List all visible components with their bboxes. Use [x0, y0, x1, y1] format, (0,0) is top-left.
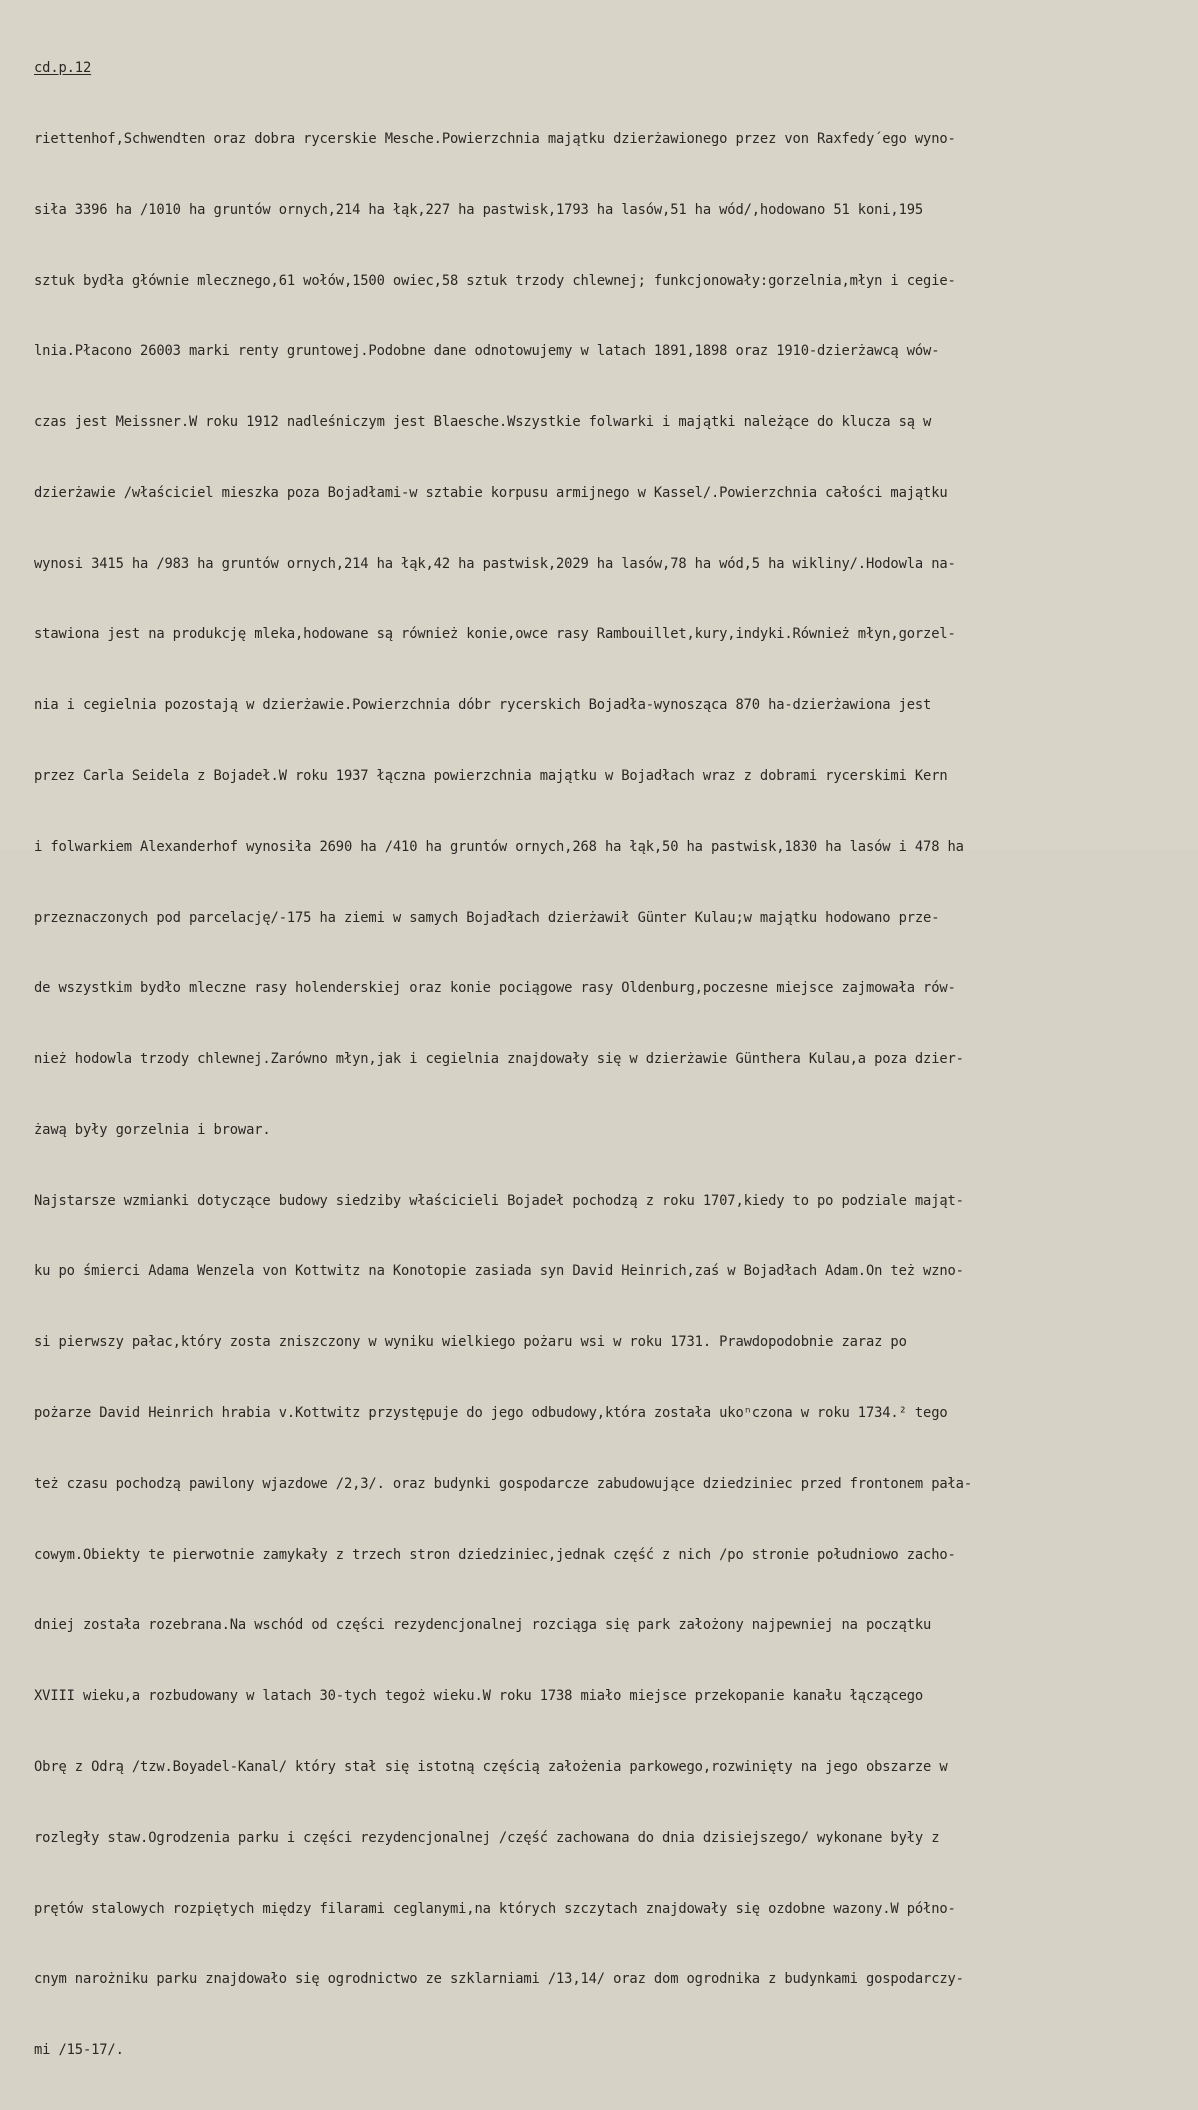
text-line: rozległy staw.Ogrodzenia parku i części rezydencjonalnej /część zachowana do dnia dzisiejszego/ wykonane były z [34, 1829, 940, 1846]
text-line: dniej została rozebrana.Na wschód od części rezydencjonalnej rozciąga się park założony najpewniej na początku [34, 1617, 932, 1634]
text-line: prętów stalowych rozpiętych między filarami ceglanymi,na których szczytach znajdowały się ozdobne wazony.W półno- [34, 1900, 956, 1917]
text-line: nież hodowla trzody chlewnej.Zarówno młyn,jak i cegielnia znajdowały się w dzierżawie Günthera Kulau,a poza dzier- [34, 1051, 964, 1068]
typed-text-block [34, 10, 1194, 2110]
text-line: de wszystkim bydło mleczne rasy holenderskiej oraz konie pociągowe rasy Oldenburg,poczesne miejsce zajmowała rów- [34, 980, 956, 997]
text-line: i folwarkiem Alexanderhof wynosiła 2690 ha /410 ha gruntów ornych,268 ha łąk,50 ha pastwisk,1830 ha lasów i 478 ha [34, 838, 964, 855]
text-line: cowym.Obiekty te pierwotnie zamykały z trzech stron dziedziniec,jednak część z nich /po stronie południowo zacho- [34, 1546, 956, 1563]
text-line: wynosi 3415 ha /983 ha gruntów ornych,214 ha łąk,42 ha pastwisk,2029 ha lasów,78 ha wód,5 ha wikliny/.Hodowla na- [34, 555, 956, 572]
text-line: Obrę z Odrą /tzw.Boyadel-Kanal/ który stał się istotną częścią założenia parkowego,rozwinięty na jego obszarze w [34, 1758, 948, 1775]
text-line: przeznaczonych pod parcelację/-175 ha ziemi w samych Bojadłach dzierżawił Günter Kulau;w majątku hodowano prze- [34, 909, 940, 926]
page-header: cd.p.12 [34, 60, 92, 77]
text-line: mi /15-17/. [34, 2042, 124, 2059]
text-line: też czasu pochodzą pawilony wjazdowe /2,3/. oraz budynki gospodarcze zabudowujące dziedziniec przed frontonem pała- [34, 1475, 972, 1492]
text-line: pożarze David Heinrich hrabia v.Kottwitz przystępuje do jego odbudowy,która została ukoⁿczona w roku 1734.² tego [34, 1405, 948, 1422]
text-line: przez Carla Seidela z Bojadeł.W roku 1937 łączna powierzchnia majątku w Bojadłach wraz z dobrami rycerskimi Kern [34, 768, 948, 784]
text-line: sztuk bydła głównie mlecznego,61 wołów,1500 owiec,58 sztuk trzody chlewnej; funkcjonowały:gorzelnia,młyn i cegie- [34, 272, 956, 289]
text-line: XVIII wieku,a rozbudowany w latach 30-tych tegoż wieku.W roku 1738 miało miejsce przekopanie kanału łączącego [34, 1688, 924, 1705]
text-line: żawą były gorzelnia i browar. [34, 1121, 271, 1138]
text-line: ku po śmierci Adama Wenzela von Kottwitz na Konotopie zasiada syn David Heinrich,zaś w Bojadłach Adam.On też wzno- [34, 1263, 964, 1280]
text-line: dzierżawie /właściciel mieszka poza Bojadłami-w sztabie korpusu armijnego w Kassel/.Powierzchnia całości majątku [34, 484, 948, 501]
text-line: stawiona jest na produkcję mleka,hodowane są również konie,owce rasy Rambouillet,kury,indyki.Również młyn,gorzel- [34, 626, 956, 643]
text-line: czas jest Meissner.W roku 1912 nadleśniczym jest Blaesche.Wszystkie folwarki i majątki należące do klucza są w [34, 414, 932, 431]
text-line: nia i cegielnia pozostają w dzierżawie.Powierzchnia dóbr rycerskich Bojadła-wynosząca 870 ha-dzierżawiona jest [34, 697, 932, 714]
text-line: si pierwszy pałac,który zosta zniszczony w wyniku wielkiego pożaru wsi w roku 1731. Prawdopodobnie zaraz po [34, 1334, 907, 1351]
text-line: siła 3396 ha /1010 ha gruntów ornych,214 ha łąk,227 ha pastwisk,1793 ha lasów,51 ha wód/,hodowano 51 koni,195 [34, 201, 924, 218]
text-line: cnym narożniku parku znajdowało się ogrodnictwo ze szklarniami /13,14/ oraz dom ogrodnika z budynkami gospodarczy- [34, 1971, 964, 1988]
text-line: Najstarsze wzmianki dotyczące budowy siedziby właścicieli Bojadeł pochodzą z roku 1707,kiedy to po podziale mająt- [34, 1192, 964, 1209]
text-line: lnia.Płacono 26003 marki renty gruntowej.Podobne dane odnotowujemy w latach 1891,1898 oraz 1910-dzierżawcą wów- [34, 343, 940, 360]
text-line: riettenhof,Schwendten oraz dobra rycerskie Mesche.Powierzchnia majątku dzierżawionego przez von Raxfedy´ego wyno- [34, 130, 956, 147]
